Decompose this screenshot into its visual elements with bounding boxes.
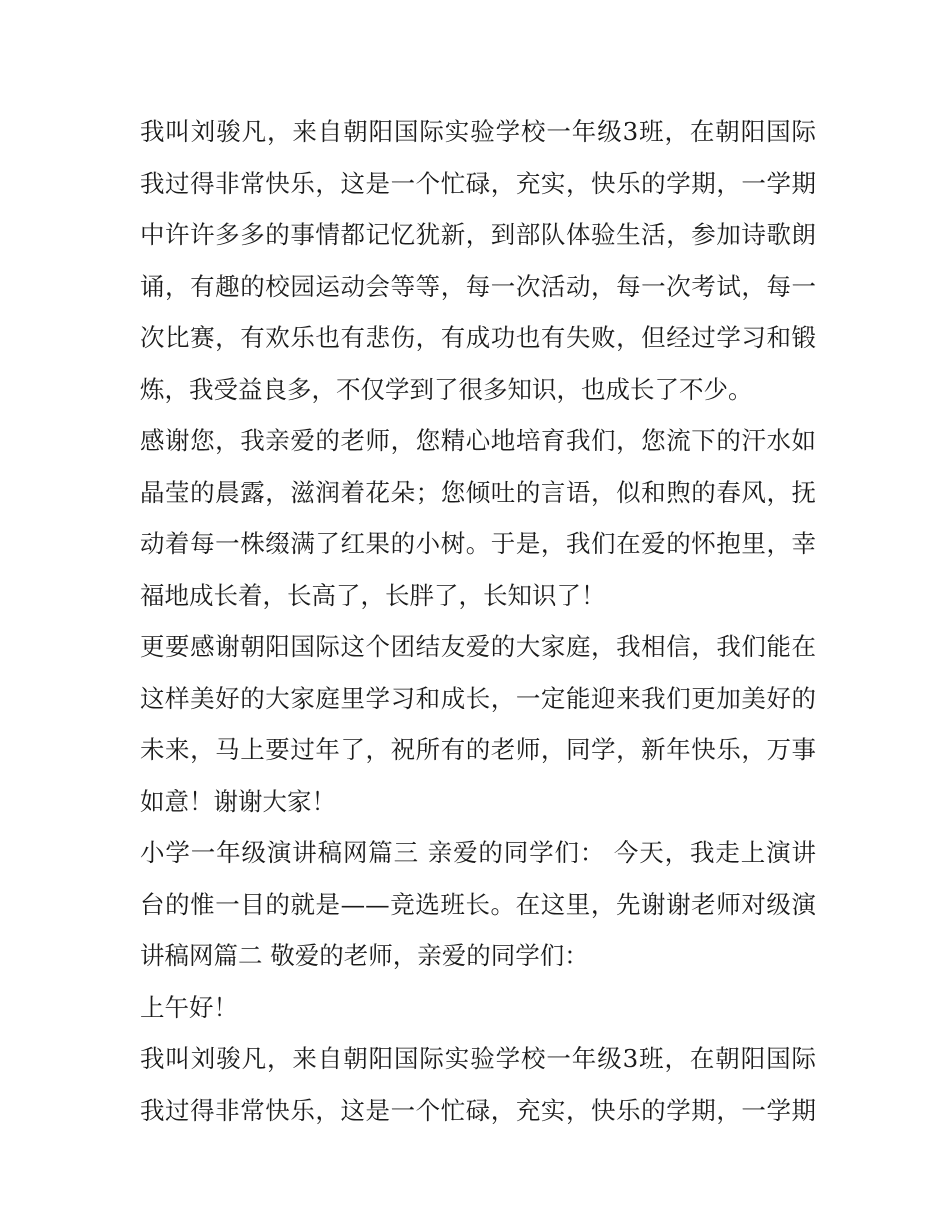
text-line: 这样美好的大家庭里学习和成长，一定能迎来我们更加美好的: [140, 683, 816, 713]
text-line: 未来，马上要过年了，祝所有的老师，同学，新年快乐，万事: [140, 735, 816, 764]
text-line: 中许许多多的事情都记忆犹新，到部队体验生活，参加诗歌朗: [140, 220, 816, 249]
text-line: 上午好！: [140, 992, 238, 1022]
document-body: [140, 106, 816, 1136]
text-line: 诵，有趣的校园运动会等等，每一次活动，每一次考试，每一: [140, 271, 816, 301]
text-line: 动着每一株缀满了红果的小树。于是，我们在爱的怀抱里，幸: [140, 529, 816, 558]
text-line: 如意！谢谢大家！: [140, 786, 336, 816]
text-line: 福地成长着，长高了，长胖了，长知识了！: [140, 580, 606, 610]
text-line: 台的惟一目的就是——竞选班长。在这里，先谢谢老师对级演: [140, 889, 816, 919]
text-line: 次比赛，有欢乐也有悲伤，有成功也有失败，但经过学习和锻: [140, 323, 816, 352]
text-line: 我叫刘骏凡，来自朝阳国际实验学校一年级3班，在朝阳国际: [140, 1044, 816, 1073]
text-line: 我叫刘骏凡，来自朝阳国际实验学校一年级3班，在朝阳国际: [140, 117, 816, 146]
text-line: 小学一年级演讲稿网篇三 亲爱的同学们： 今天，我走上演讲: [140, 838, 816, 867]
text-line: 讲稿网篇二 敬爱的老师，亲爱的同学们：: [140, 941, 589, 970]
text-line: 感谢您，我亲爱的老师，您精心地培育我们，您流下的汗水如: [140, 426, 816, 455]
text-line: 我过得非常快乐，这是一个忙碌，充实，快乐的学期，一学期: [140, 168, 816, 198]
text-line: 晶莹的晨露，滋润着花朵；您倾吐的言语，似和煦的春风，抚: [140, 477, 816, 507]
text-line: 我过得非常快乐，这是一个忙碌，充实，快乐的学期，一学期: [140, 1095, 816, 1125]
text-line: 更要感谢朝阳国际这个团结友爱的大家庭，我相信，我们能在: [140, 632, 816, 661]
text-line: 炼，我受益良多，不仅学到了很多知识，也成长了不少。: [140, 374, 753, 404]
